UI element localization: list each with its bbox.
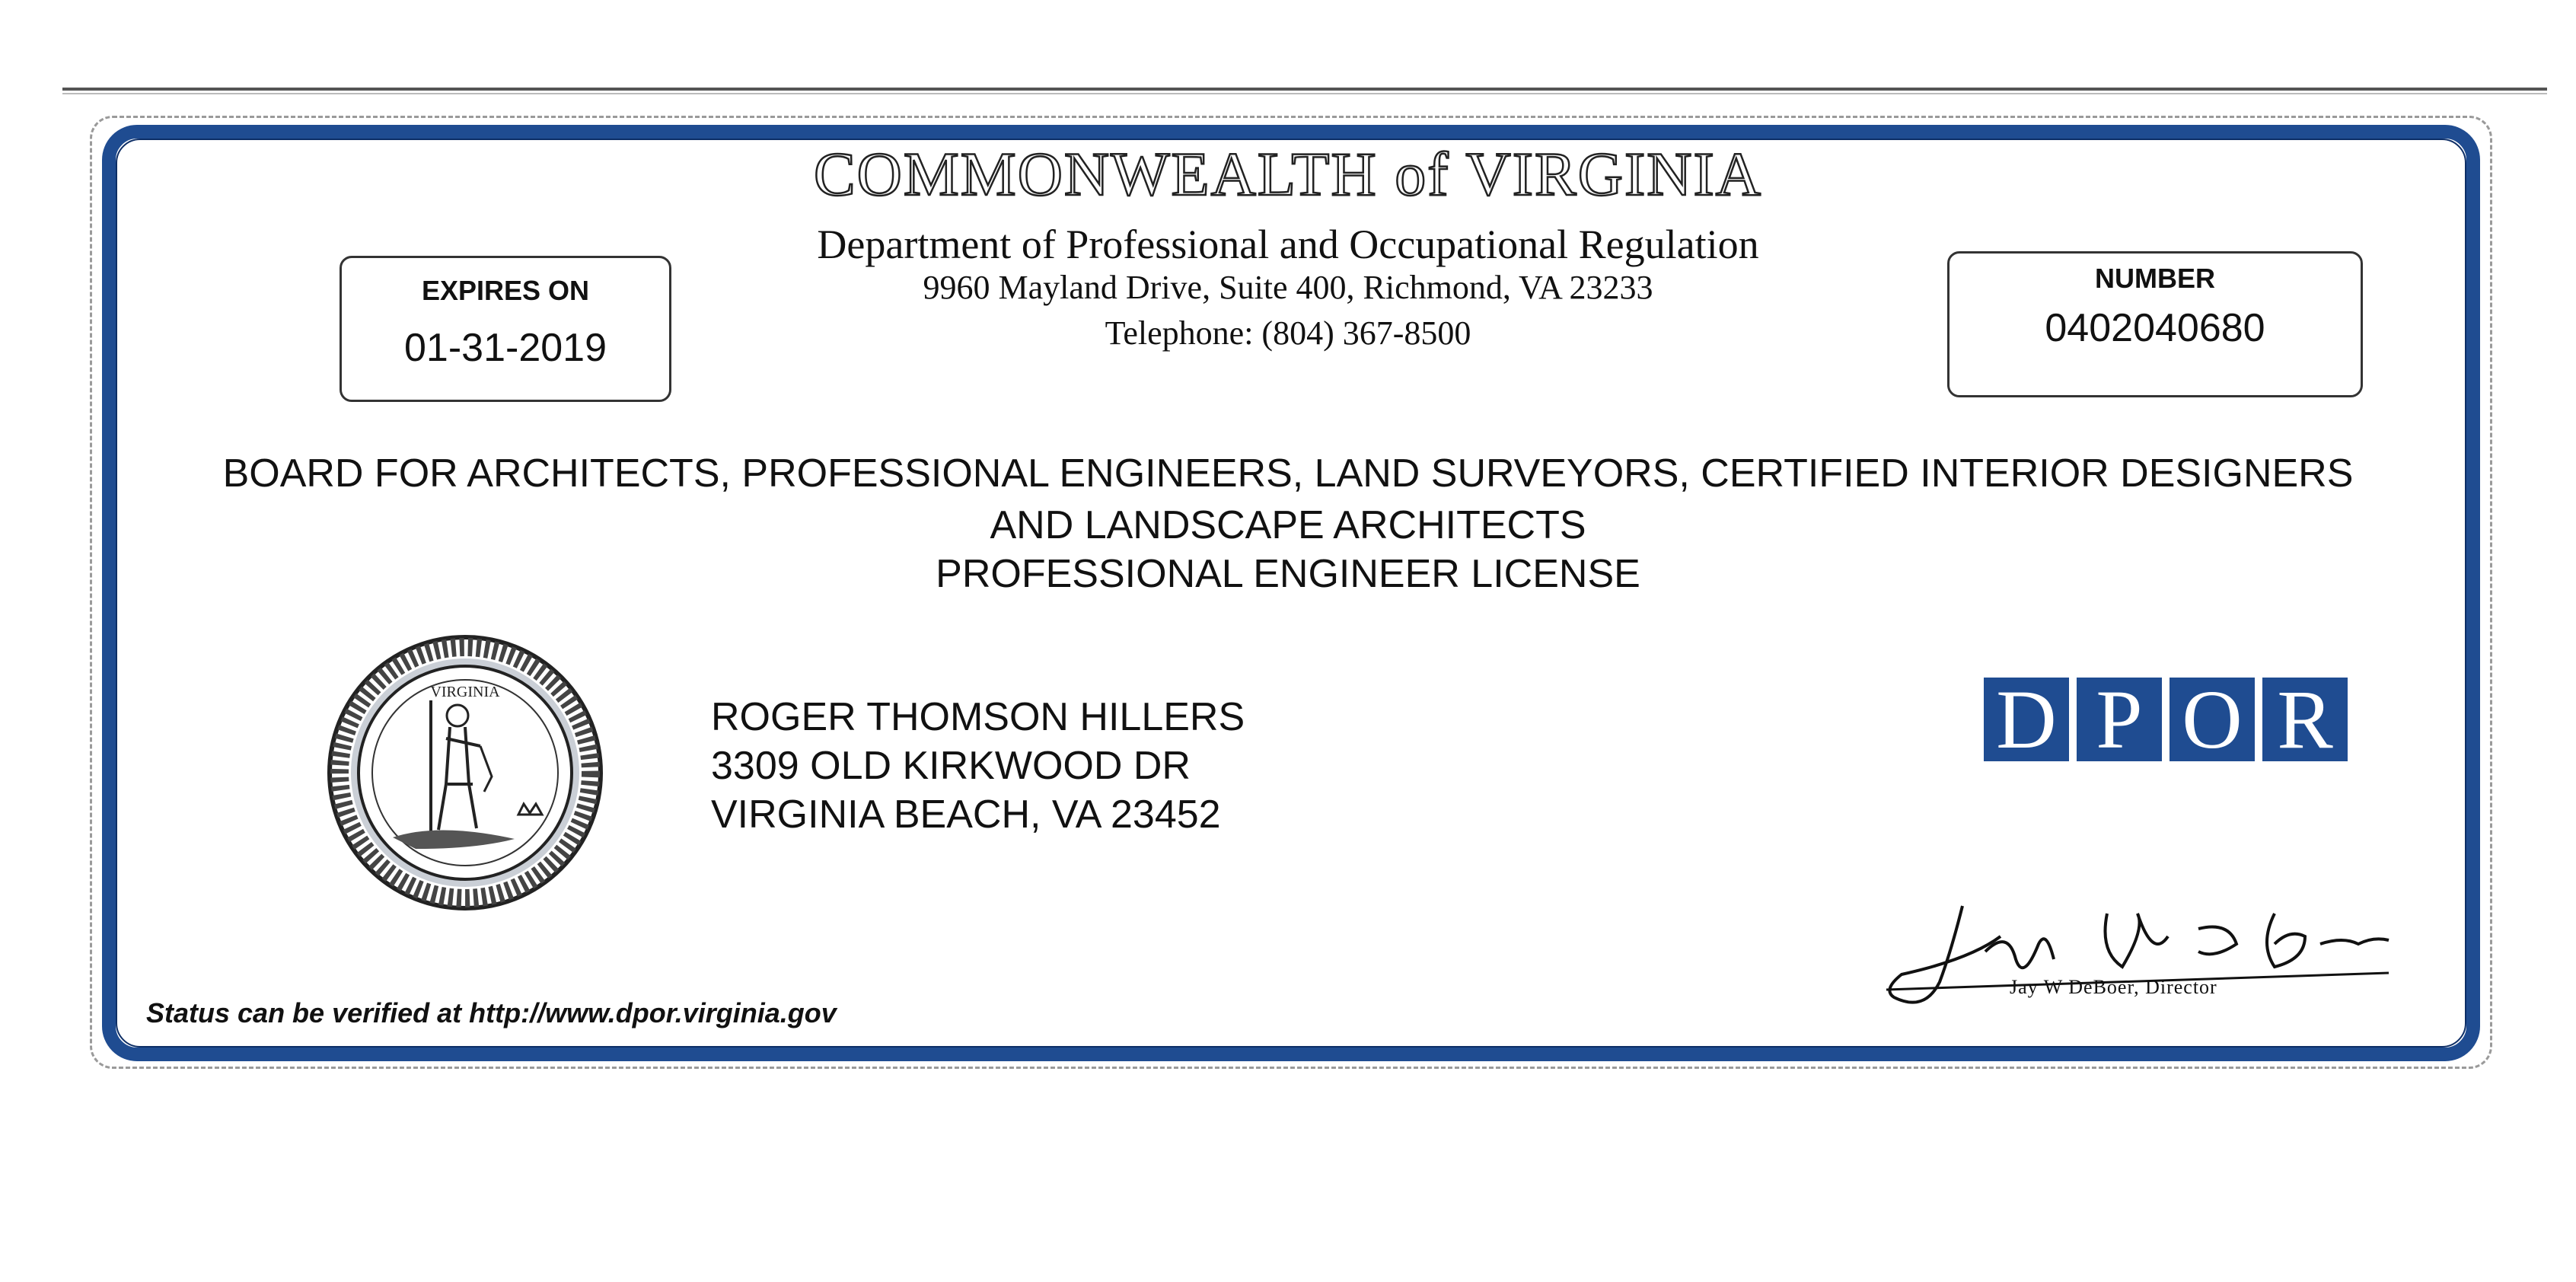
verification-note: Status can be verified at http://www.dpor.virginia.gov (146, 997, 837, 1028)
department-address: 9960 Mayland Drive, Suite 400, Richmond, VA 23233 (923, 269, 1653, 306)
top-rule (62, 88, 2547, 91)
license-number-value: 0402040680 (2045, 306, 2265, 350)
board-name-line-1: BOARD FOR ARCHITECTS, PROFESSIONAL ENGINEERS, LAND SURVEYORS, CERTIFIED INTERIOR DESIGNERS (222, 451, 2354, 496)
top-rule-shadow (62, 93, 2547, 94)
license-type: PROFESSIONAL ENGINEER LICENSE (936, 552, 1640, 596)
state-seal-icon (324, 632, 606, 914)
licensee-name: ROGER THOMSON HILLERS (711, 695, 1245, 739)
logo-letter-r: R (2262, 678, 2348, 761)
expires-box (340, 256, 671, 402)
expires-date: 01-31-2019 (404, 326, 607, 370)
svg-text:VIRGINIA: VIRGINIA (430, 684, 500, 700)
licensee-street: 3309 OLD KIRKWOOD DR (711, 744, 1191, 788)
commonwealth-title: COMMONWEALTH of VIRGINIA (813, 139, 1763, 209)
licensee-city: VIRGINIA BEACH, VA 23452 (711, 792, 1221, 837)
dpor-logo (1984, 678, 2348, 761)
board-name-line-2: AND LANDSCAPE ARCHITECTS (990, 503, 1586, 547)
logo-letter-d: D (1984, 678, 2069, 761)
department-telephone: Telephone: (804) 367-8500 (1105, 314, 1471, 352)
logo-letter-p: P (2077, 678, 2162, 761)
signature-caption: Jay W DeBoer, Director (2010, 976, 2217, 998)
logo-letter-o: O (2170, 678, 2255, 761)
department-name: Department of Professional and Occupational Regulation (817, 222, 1759, 267)
director-signature-icon (1879, 883, 2396, 1020)
license-number-box (1947, 251, 2363, 397)
expires-label: EXPIRES ON (421, 275, 590, 306)
license-number-label: NUMBER (2095, 263, 2215, 294)
